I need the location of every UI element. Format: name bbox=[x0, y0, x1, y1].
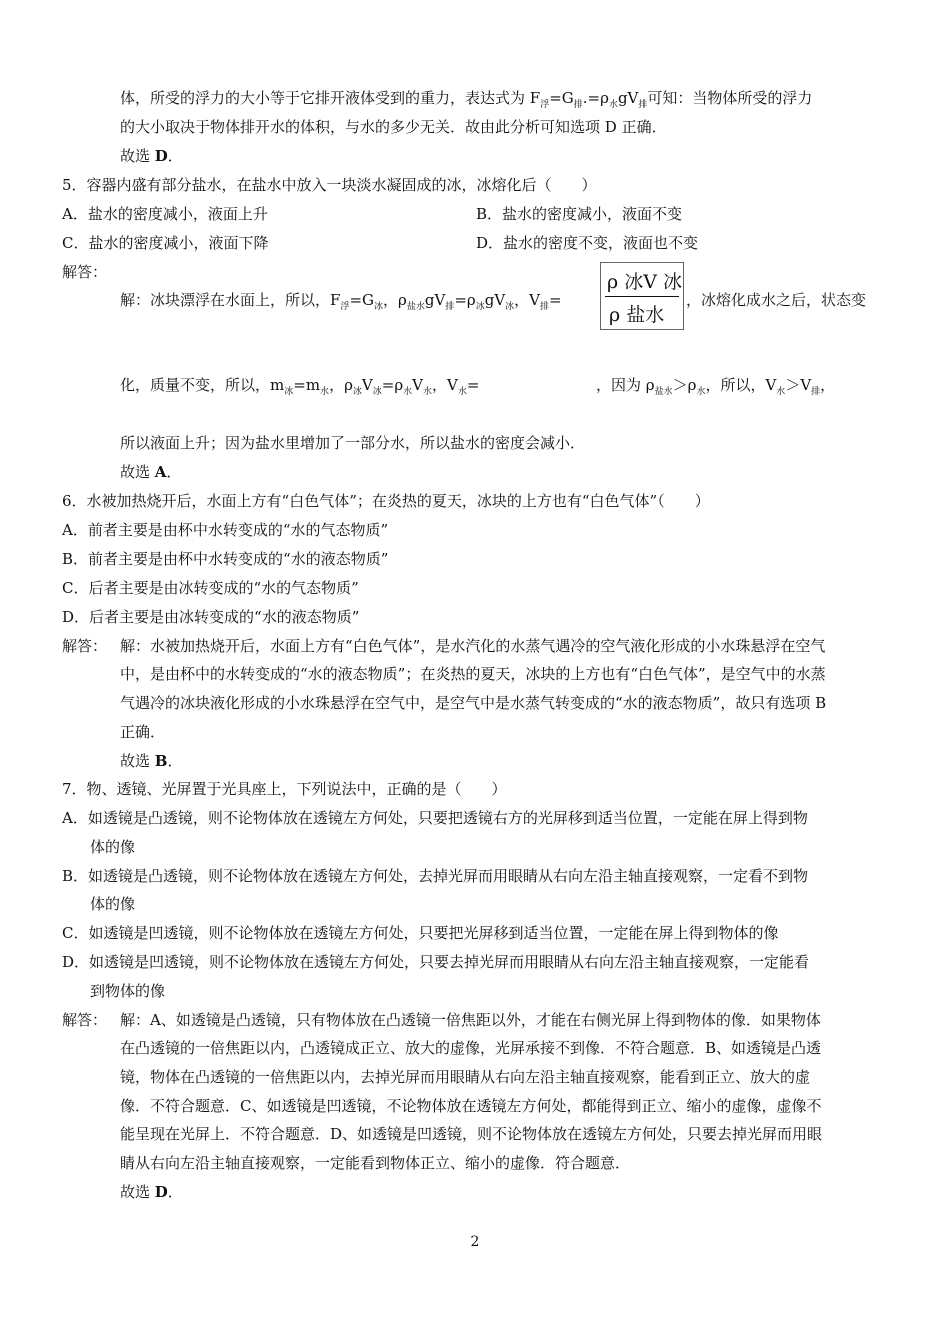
option-a: A．前者主要是由杯中水转变成的“水的气态物质” bbox=[62, 521, 389, 539]
solution-line: 所以液面上升；因为盐水里增加了一部分水，所以盐水的密度会减小． bbox=[120, 434, 586, 452]
text: ． bbox=[166, 463, 182, 481]
solution-line: 能呈现在光屏上．不符合题意．D、如透镜是凹透镜，则不论物体放在透镜左方何处，只要去掉光屏而用眼 bbox=[120, 1125, 823, 1143]
option-a: A．盐水的密度减小，液面上升 bbox=[62, 205, 268, 223]
text: 体，所受的浮力的大小等于它排开液体受到的重力，表达式为 F bbox=[120, 89, 541, 107]
option-d: D．盐水的密度不变，液面也不变 bbox=[476, 234, 699, 252]
subscript: 排 bbox=[573, 100, 583, 110]
option-a-cont: 体的像 bbox=[90, 838, 136, 856]
text: 可知：当物体所受的浮力 bbox=[647, 89, 813, 107]
solution-line: 气遇冷的冰块液化形成的小水珠悬浮在空气中，是空气中是水蒸气转变成的“水的液态物质”，故只有选项 B bbox=[120, 694, 827, 712]
text: 解：冰块漂浮在水面上，所以，F bbox=[120, 291, 341, 309]
option-b: B．盐水的密度减小，液面不变 bbox=[476, 205, 683, 223]
subscript: 盐水 bbox=[654, 387, 673, 397]
text: ，V bbox=[514, 291, 541, 309]
question-7: 7．物、透镜、光屏置于光具座上，下列说法中，正确的是（ ） bbox=[62, 780, 507, 798]
option-c: C．如透镜是凹透镜，则不论物体放在透镜左方何处，只要把光屏移到适当位置，一定能在屏上得到物体的像 bbox=[62, 924, 779, 942]
solution-line: ，冰熔化成水之后，状态变 bbox=[686, 291, 867, 309]
text: =ρ bbox=[454, 291, 476, 309]
solution-line: 正确． bbox=[120, 723, 166, 741]
text: .=ρ bbox=[582, 89, 609, 107]
text: ，ρ bbox=[329, 376, 353, 394]
text: 故选 bbox=[120, 1183, 155, 1201]
subscript: 水 bbox=[320, 387, 330, 397]
subscript: 排 bbox=[540, 302, 550, 312]
subscript: 盐水 bbox=[406, 302, 425, 312]
text: V bbox=[361, 376, 373, 394]
solution-line: 在凸透镜的一倍焦距以内，凸透镜成正立、放大的虚像，光屏承接不到像．不符合题意．B、如透镜是凸透 bbox=[120, 1039, 822, 1057]
text: ， bbox=[820, 376, 836, 394]
text: ＞ρ bbox=[672, 376, 697, 394]
subscript: 冰 bbox=[284, 387, 294, 397]
text: ，因为 ρ bbox=[596, 376, 655, 394]
text: ． bbox=[167, 147, 183, 165]
answer-letter: D bbox=[154, 1183, 168, 1201]
option-b: B．如透镜是凸透镜，则不论物体放在透镜左方何处，去掉光屏而用眼睛从右向左沿主轴直接观察，一定看不到物 bbox=[62, 867, 809, 885]
text: =G bbox=[349, 291, 374, 309]
solution-line bbox=[120, 375, 479, 402]
solution-line: 睛从右向左沿主轴直接观察，一定能看到物体正立、缩小的虚像．符合题意． bbox=[120, 1154, 631, 1172]
solution-line: 像．不符合题意．C、如透镜是凹透镜，不论物体放在透镜左方何处，都能得到正立、缩小的虚像，虚像不 bbox=[120, 1097, 822, 1115]
text: ． bbox=[167, 752, 183, 770]
subscript: 冰 bbox=[374, 302, 384, 312]
solution-line: 的大小取决于物体排开水的体积，与水的多少无关．故由此分析可知选项 D 正确． bbox=[120, 118, 667, 136]
subscript: 排 bbox=[638, 100, 648, 110]
answer-line bbox=[120, 462, 181, 482]
question-6: 6．水被加热烧开后，水面上方有“白色气体”；在炎热的夏天，冰块的上方也有“白色气体”（ ） bbox=[62, 492, 710, 510]
answer-letter: A bbox=[154, 463, 167, 481]
text: gV bbox=[617, 89, 639, 107]
text: ，所以，V bbox=[705, 376, 777, 394]
subscript: 水 bbox=[776, 387, 786, 397]
subscript: 浮 bbox=[340, 302, 350, 312]
text: = bbox=[466, 376, 480, 394]
text: ． bbox=[167, 1183, 183, 1201]
text: =G bbox=[549, 89, 574, 107]
answer-line bbox=[120, 146, 183, 166]
text: 故选 bbox=[120, 147, 155, 165]
answer-label: 解答： bbox=[62, 1011, 108, 1029]
text: gV bbox=[424, 291, 446, 309]
subscript: 冰 bbox=[475, 302, 485, 312]
text: ，ρ bbox=[383, 291, 407, 309]
option-d: D．如透镜是凹透镜，则不论物体放在透镜左方何处，只要去掉光屏而用眼睛从右向左沿主轴直接观察，一定能看 bbox=[62, 953, 810, 971]
answer-letter: B bbox=[154, 752, 168, 770]
subscript: 水 bbox=[403, 387, 413, 397]
option-b-cont: 体的像 bbox=[90, 895, 136, 913]
option-d: D．后者主要是由冰转变成的“水的液态物质” bbox=[62, 608, 360, 626]
subscript: 排 bbox=[811, 387, 821, 397]
subscript: 水 bbox=[608, 100, 618, 110]
text: ，V bbox=[432, 376, 458, 394]
text: 化，质量不变，所以，m bbox=[120, 376, 285, 394]
solution-line bbox=[120, 290, 562, 317]
text: ＞V bbox=[785, 376, 812, 394]
answer-letter: D bbox=[154, 147, 168, 165]
subscript: 水 bbox=[696, 387, 706, 397]
text: 故选 bbox=[120, 463, 155, 481]
option-b: B．前者主要是由杯中水转变成的“水的液态物质” bbox=[62, 550, 389, 568]
answer-label: 解答： bbox=[62, 637, 108, 655]
fraction-numerator: ρ 冰V 冰 bbox=[607, 271, 682, 293]
solution-line: 镜，物体在凸透镜的一倍焦距以内，去掉光屏而用眼睛从右向左沿主轴直接观察，能看到正立、放大的虚 bbox=[120, 1068, 811, 1086]
formula-image bbox=[600, 262, 684, 330]
subscript: 浮 bbox=[540, 100, 550, 110]
subscript: 冰 bbox=[372, 387, 382, 397]
fraction-denominator: ρ 盐水 bbox=[609, 304, 665, 326]
answer-label: 解答： bbox=[62, 263, 108, 281]
option-a: A．如透镜是凸透镜，则不论物体放在透镜左方何处，只要把透镜右方的光屏移到适当位置，一定能在屏上得到物 bbox=[62, 809, 808, 827]
solution-line: 解：水被加热烧开后，水面上方有“白色气体”，是水汽化的水蒸气遇冷的空气液化形成的小水珠悬浮在空气 bbox=[120, 637, 826, 655]
question-5: 5．容器内盛有部分盐水，在盐水中放入一块淡水凝固成的冰，冰熔化后（ ） bbox=[62, 176, 597, 194]
solution-line bbox=[120, 88, 812, 115]
option-d-cont: 到物体的像 bbox=[90, 982, 166, 1000]
solution-line bbox=[596, 375, 835, 402]
fraction-bar bbox=[605, 296, 679, 297]
solution-line: 中，是由杯中的水转变成的“水的液态物质”；在炎热的夏天，冰块的上方也有“白色气体”，是空气中的水蒸 bbox=[120, 665, 826, 683]
answer-line bbox=[120, 751, 182, 771]
subscript: 水 bbox=[457, 387, 467, 397]
subscript: 水 bbox=[423, 387, 433, 397]
text: V bbox=[412, 376, 424, 394]
page-number: 2 bbox=[470, 1234, 480, 1250]
subscript: 冰 bbox=[505, 302, 515, 312]
option-c: C．后者主要是由冰转变成的“水的气态物质” bbox=[62, 579, 359, 597]
text: =m bbox=[293, 376, 321, 394]
option-c: C．盐水的密度减小，液面下降 bbox=[62, 234, 269, 252]
answer-line bbox=[120, 1182, 183, 1202]
text: 故选 bbox=[120, 752, 155, 770]
solution-line: 解：A、如透镜是凸透镜，只有物体放在凸透镜一倍焦距以外，才能在右侧光屏上得到物体的像．如果物体 bbox=[120, 1011, 821, 1029]
text: =ρ bbox=[381, 376, 404, 394]
subscript: 排 bbox=[445, 302, 455, 312]
text: = bbox=[549, 291, 562, 309]
subscript: 冰 bbox=[352, 387, 362, 397]
text: gV bbox=[484, 291, 506, 309]
